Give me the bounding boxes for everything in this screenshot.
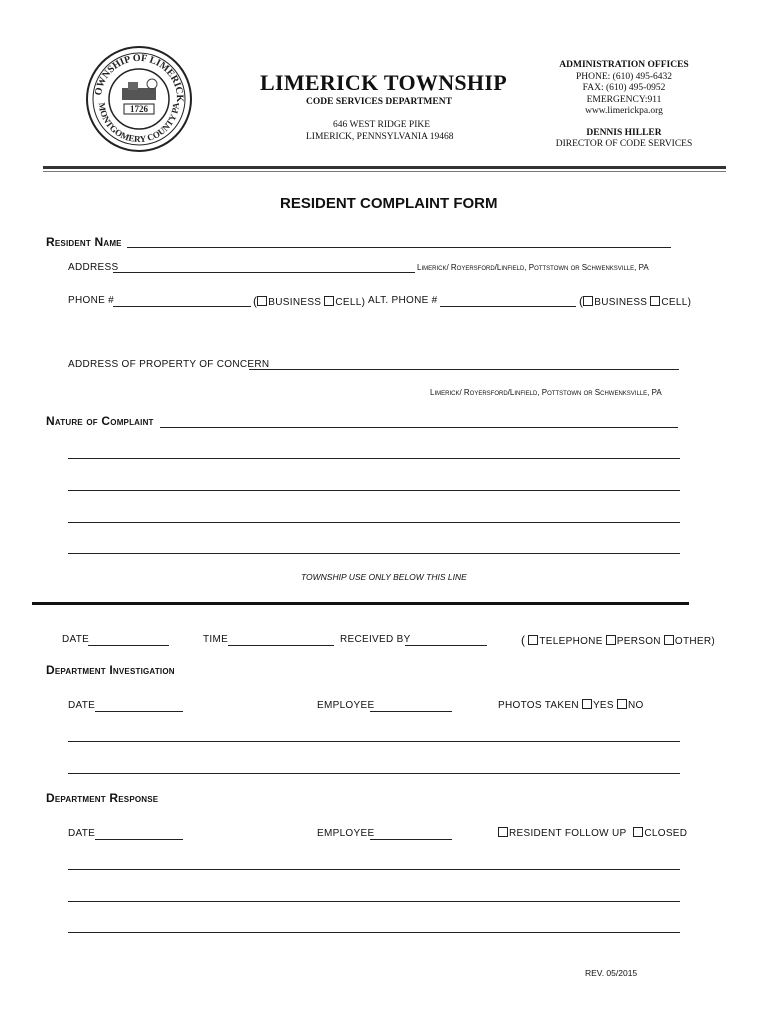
- photos-taken-label: PHOTOS TAKEN: [498, 700, 579, 711]
- address-line-1: 646 WEST RIDGE PIKE: [333, 120, 431, 130]
- other-label: OTHER): [674, 636, 716, 647]
- investigation-employee-field[interactable]: [370, 711, 452, 712]
- seal-bottom-text: MONTGOMERY COUNTY PA: [96, 101, 182, 145]
- revision-label: REV. 05/2015: [585, 968, 638, 978]
- cell-checkbox[interactable]: [324, 296, 334, 306]
- alt-cell-checkbox[interactable]: [650, 296, 660, 306]
- header-divider-thin: [43, 171, 726, 172]
- alt-phone-type-open-paren: (: [579, 294, 584, 308]
- investigation-heading: Department Investigation: [46, 663, 175, 677]
- township-use-note: TOWNSHIP USE ONLY BELOW THIS LINE: [301, 572, 467, 582]
- person-checkbox[interactable]: [606, 635, 616, 645]
- investigation-notes-line-1[interactable]: [68, 741, 680, 742]
- investigation-date-label: DATE: [68, 700, 96, 711]
- municipalities-note-2: Limerick/ Royersford/Linfield, Pottstown or Schwenksville, PA: [430, 388, 662, 397]
- response-employee-field[interactable]: [370, 839, 452, 840]
- nature-field-line-5[interactable]: [68, 553, 680, 554]
- seal-top-text: OWNSHIP OF LIMERICK: [93, 52, 186, 103]
- org-name: LIMERICK TOWNSHIP: [260, 70, 507, 95]
- fax-number: FAX: (610) 495-0952: [582, 83, 666, 93]
- township-use-divider: [32, 602, 689, 605]
- response-notes-line-2[interactable]: [68, 901, 680, 902]
- admin-offices-title: ADMINISTRATION OFFICES: [559, 60, 689, 70]
- nature-of-complaint-label: Nature of Complaint: [46, 414, 154, 428]
- header-divider: [43, 166, 726, 169]
- investigation-employee-label: EMPLOYEE: [317, 700, 375, 711]
- photos-yes-label: YES: [592, 700, 614, 711]
- office-time-label: TIME: [203, 634, 229, 645]
- resident-name-field[interactable]: [127, 247, 671, 248]
- alt-phone-label: ALT. PHONE #: [368, 295, 438, 306]
- municipalities-note: Limerick/ Royersford/Linfield, Pottstown or Schwenksville, PA: [417, 263, 649, 272]
- alt-phone-field[interactable]: [440, 306, 576, 307]
- property-address-field[interactable]: [249, 369, 679, 370]
- township-seal: [84, 44, 194, 154]
- telephone-label: TELEPHONE: [539, 636, 603, 647]
- property-address-label: ADDRESS OF PROPERTY OF CONCERN: [68, 359, 270, 370]
- response-employee-label: EMPLOYEE: [317, 828, 375, 839]
- resident-name-label: Resident Name: [46, 235, 122, 249]
- director-name: DENNIS HILLER: [586, 127, 662, 138]
- photos-no-label: NO: [627, 700, 644, 711]
- department-name: CODE SERVICES DEPARTMENT: [306, 97, 452, 107]
- alt-business-checkbox[interactable]: [583, 296, 593, 306]
- response-date-label: DATE: [68, 828, 96, 839]
- phone-label: PHONE #: [68, 295, 115, 306]
- phone-number: PHONE: (610) 495-6432: [575, 71, 673, 82]
- response-notes-line-3[interactable]: [68, 932, 680, 933]
- received-by-field[interactable]: [405, 645, 487, 646]
- address-field[interactable]: [113, 272, 415, 273]
- resident-follow-up-checkbox[interactable]: [498, 827, 508, 837]
- address-line-2: LIMERICK, PENNSYLVANIA 19468: [306, 132, 454, 142]
- investigation-date-field[interactable]: [95, 711, 183, 712]
- received-by-label: RECEIVED BY: [340, 634, 411, 645]
- cell-label: CELL): [335, 297, 366, 308]
- alt-business-label: BUSINESS: [594, 297, 648, 308]
- phone-field[interactable]: [113, 306, 251, 307]
- person-label: PERSON: [616, 636, 661, 647]
- nature-field-line-4[interactable]: [68, 522, 680, 523]
- business-checkbox[interactable]: [257, 296, 267, 306]
- office-date-field[interactable]: [88, 645, 169, 646]
- address-label: ADDRESS: [68, 262, 119, 273]
- photos-yes-checkbox[interactable]: [582, 699, 592, 709]
- response-heading: Department Response: [46, 791, 159, 805]
- telephone-checkbox[interactable]: [528, 635, 538, 645]
- alt-cell-label: CELL): [661, 297, 692, 308]
- contact-open-paren: (: [521, 633, 526, 647]
- resident-follow-up-label: RESIDENT FOLLOW UP: [509, 828, 627, 839]
- nature-field-line-1[interactable]: [160, 427, 678, 428]
- phone-type-open-paren: (: [253, 294, 258, 308]
- business-label: BUSINESS: [268, 297, 322, 308]
- office-time-field[interactable]: [228, 645, 334, 646]
- nature-field-line-3[interactable]: [68, 490, 680, 491]
- website[interactable]: www.limerickpa.org: [585, 106, 663, 116]
- closed-label: CLOSED: [644, 828, 688, 839]
- emergency-number: EMERGENCY:911: [586, 94, 662, 105]
- closed-checkbox[interactable]: [633, 827, 643, 837]
- photos-no-checkbox[interactable]: [617, 699, 627, 709]
- office-date-label: DATE: [62, 634, 90, 645]
- investigation-notes-line-2[interactable]: [68, 773, 680, 774]
- response-notes-line-1[interactable]: [68, 869, 680, 870]
- director-title: DIRECTOR OF CODE SERVICES: [555, 139, 693, 149]
- other-checkbox[interactable]: [664, 635, 674, 645]
- seal-year: 1726: [130, 104, 148, 114]
- form-title: RESIDENT COMPLAINT FORM: [280, 195, 498, 212]
- response-date-field[interactable]: [95, 839, 183, 840]
- nature-field-line-2[interactable]: [68, 458, 680, 459]
